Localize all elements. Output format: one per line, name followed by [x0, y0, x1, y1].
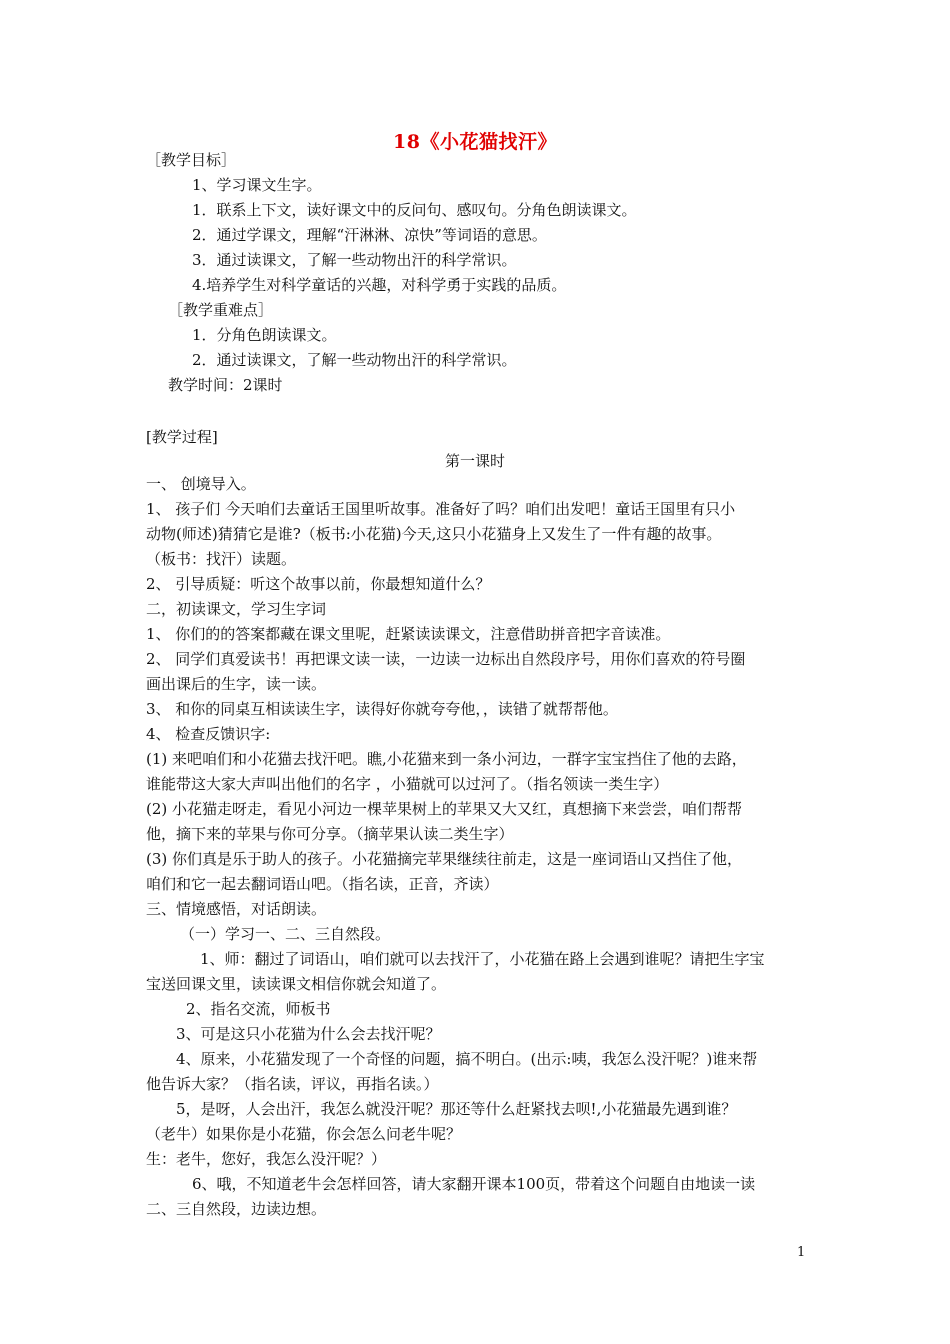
objective-line: 1、学习课文生字。 — [192, 176, 322, 194]
body-line: 2、 引导质疑：听这个故事以前，你最想知道什么？ — [146, 575, 491, 593]
objective-line: 2．通过学课文，理解“汗淋淋、凉快”等词语的意思。 — [192, 226, 547, 244]
body-line: 生：老牛，您好，我怎么没汗呢？） — [146, 1150, 387, 1168]
objective-line: 1．联系上下文，读好课文中的反问句、感叹句。分角色朗读课文。 — [192, 201, 637, 219]
teaching-time: 教学时间：2课时 — [168, 376, 283, 394]
body-line: 6、哦，不知道老牛会怎样回答，请大家翻开课本100页，带着这个问题自由地读一读 — [192, 1175, 756, 1193]
body-line: 动物(师述)猜猜它是谁?（板书:小花猫)今天,这只小花猫身上又发生了一件有趣的故事。 — [146, 525, 722, 543]
page-number: 1 — [797, 1245, 806, 1260]
body-line: 画出课后的生字，读一读。 — [146, 675, 327, 693]
lesson-heading: 第一课时 — [444, 452, 505, 470]
body-line: 5，是呀，人会出汗，我怎么就没汗呢？那还等什么赶紧找去呗!,小花猫最先遇到谁？ — [176, 1100, 737, 1118]
body-line: 二、三自然段，边读边想。 — [146, 1200, 327, 1218]
body-line: 4、 检查反馈识字: — [146, 725, 271, 743]
body-line: 一、 创境导入。 — [146, 475, 256, 493]
body-line: 1、 孩子们 今天咱们去童话王国里听故事。准备好了吗？咱们出发吧！童话王国里有只小 — [146, 500, 736, 518]
body-line: （老牛）如果你是小花猫，你会怎么问老牛呢？ — [146, 1125, 462, 1143]
body-line: （一）学习一、二、三自然段。 — [180, 925, 391, 943]
body-line: 宝送回课文里，读读课文相信你就会知道了。 — [146, 975, 447, 993]
body-line: (3) 你们真是乐于助人的孩子。小花猫摘完苹果继续往前走，这是一座词语山又挡住了他， — [146, 850, 743, 868]
body-line: 4、原来，小花猫发现了一个奇怪的问题，搞不明白。(出示:咦，我怎么没汗呢？)谁来帮 — [176, 1050, 758, 1068]
objective-line: 3．通过读课文，了解一些动物出汗的科学常识。 — [192, 251, 517, 269]
body-line: 咱们和它一起去翻词语山吧。（指名读，正音，齐读） — [146, 875, 499, 893]
body-line: 2、 同学们真爱读书！再把课文读一读，一边读一边标出自然段序号，用你们喜欢的符号圈 — [146, 650, 746, 668]
section-heading-key-points: ［教学重难点］ — [168, 301, 274, 319]
body-line: 1、 你们的的答案都藏在课文里呢，赶紧读读课文，注意借助拼音把字音读准。 — [146, 625, 671, 643]
body-line: (1) 来吧咱们和小花猫去找汗吧。瞧,小花猫来到一条小河边，一群字宝宝挡住了他的去路， — [146, 750, 747, 768]
objective-line: 4.培养学生对科学童话的兴趣，对科学勇于实践的品质。 — [192, 276, 567, 294]
body-line: 谁能带这大家大声叫出他们的名字 ，小猫就可以过河了。（指名领读一类生字） — [146, 775, 669, 793]
body-line: 三、情境感悟，对话朗读。 — [146, 900, 327, 918]
body-line: 1、师：翻过了词语山，咱们就可以去找汗了，小花猫在路上会遇到谁呢？请把生字宝 — [200, 950, 765, 968]
key-point-line: 2．通过读课文，了解一些动物出汗的科学常识。 — [192, 351, 517, 369]
document-title: 18《小花猫找汗》 — [393, 131, 557, 153]
section-heading-objectives: ［教学目标］ — [146, 151, 237, 169]
body-line: 2、指名交流，师板书 — [186, 1000, 331, 1018]
section-heading-process: [教学过程] — [146, 428, 218, 446]
body-line: 3、可是这只小花猫为什么会去找汗呢？ — [176, 1025, 441, 1043]
body-line: 他，摘下来的苹果与你可分享。（摘苹果认读二类生字） — [146, 825, 514, 843]
body-line: 他告诉大家？（指名读，评议，再指名读。） — [146, 1075, 439, 1093]
key-point-line: 1．分角色朗读课文。 — [192, 326, 337, 344]
body-line: 3、 和你的同桌互相读读生字，读得好你就夸夸他，，读错了就帮帮他。 — [146, 700, 618, 718]
body-line: （板书：找汗）读题。 — [146, 550, 297, 568]
body-line: (2) 小花猫走呀走，看见小河边一棵苹果树上的苹果又大又红，真想摘下来尝尝，咱们帮帮 — [146, 800, 743, 818]
body-line: 二，初读课文，学习生字词 — [146, 600, 327, 618]
